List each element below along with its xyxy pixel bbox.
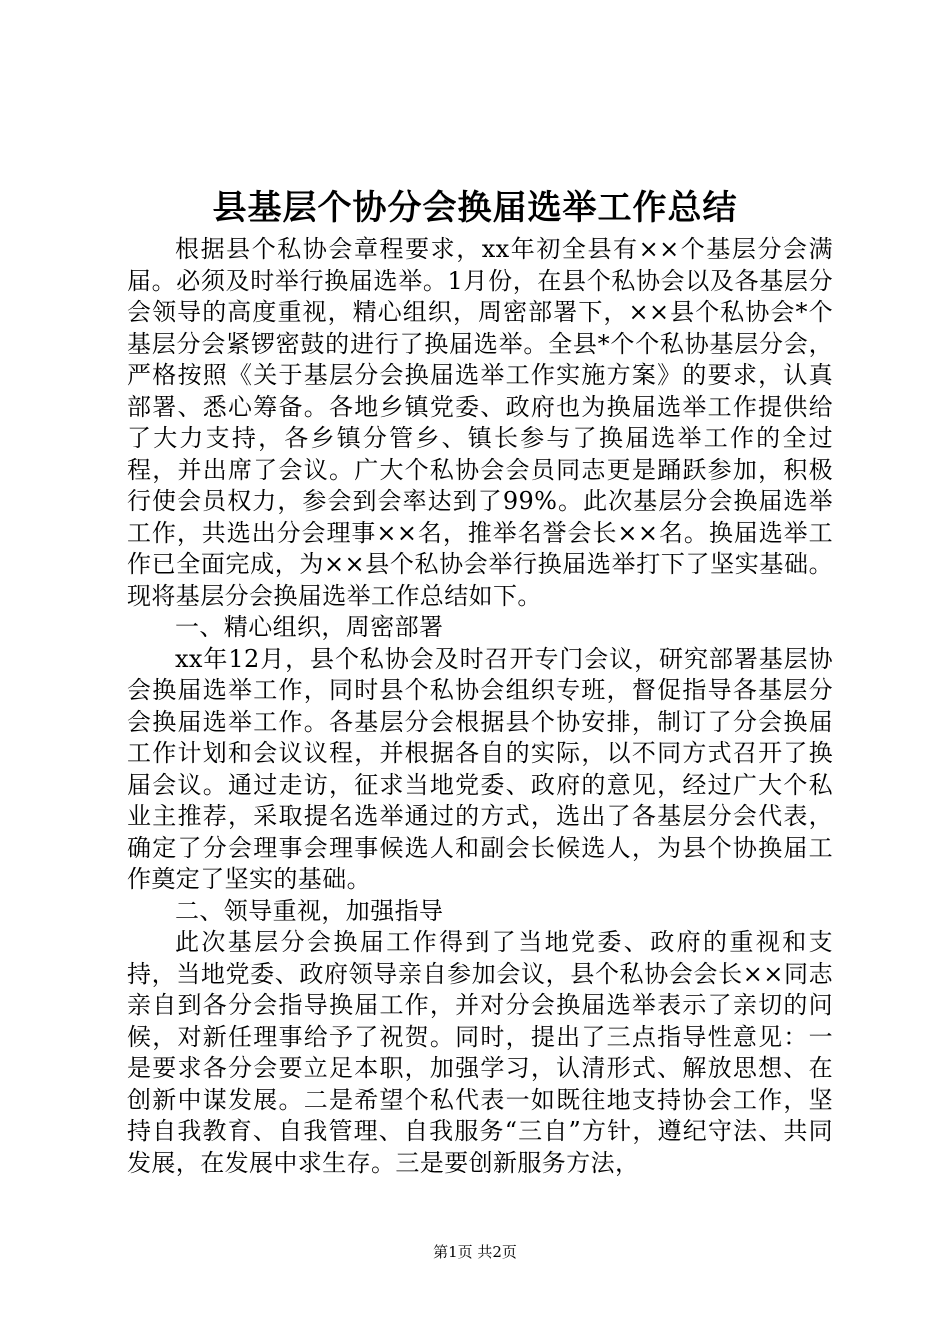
section-1-paragraph: xx年12月，县个私协会及时召开专门会议，研究部署基层协会换届选举工作，同时县个私协会组织专班，督促指导各基层分会换届选举工作。各基层分会根据县个协安排，制订了分会换届工作计划和会议议程，并根据各自的实际，以不同方式召开了换届会议。通过走访，征求当地党委、政府的意见，经过广大个私业主推荐，采取提名选举通过的方式，选出了各基层分会代表，确定了分会理事会理事候选人和副会长候选人，为县个协换届工作奠定了坚实的基础。 (127, 644, 833, 893)
section-heading-2: 二、领导重视，加强指导 (175, 896, 444, 925)
section-heading-1: 一、精心组织，周密部署 (175, 613, 444, 641)
page-footer: 第1页 共2页 (433, 1243, 517, 1261)
document-title: 县基层个协分会换届选举工作总结 (212, 188, 738, 228)
intro-paragraph: 根据县个私协会章程要求，xx年初全县有××个基层分会满届。必须及时举行换届选举。1月份，在县个私协会以及各基层分会领导的高度重视，精心组织，周密部署下，××县个私协会*个基层分会紧锣密鼓的进行了换届选举。全县*个个私协基层分会，严格按照《关于基层分会换届选举工作实施方案》的要求，认真部署、悉心筹备。各地乡镇党委、政府也为换届选举工作提供给了大力支持，各乡镇分管乡、镇长参与了换届选举工作的全过程，并出席了会议。广大个私协会会员同志更是踊跃参加，积极行使会员权力，参会到会率达到了99%。此次基层分会换届选举工作，共选出分会理事××名，推举名誉会长××名。换届选举工作已全面完成，为××县个私协会举行换届选举打下了坚实基础。现将基层分会换届选举工作总结如下。 (127, 235, 833, 610)
document-body (127, 234, 833, 1179)
section-2-paragraph: 此次基层分会换届工作得到了当地党委、政府的重视和支持，当地党委、政府领导亲自参加会议，县个私协会会长××同志亲自到各分会指导换届工作，并对分会换届选举表示了亲切的问候，对新任理事给予了祝贺。同时，提出了三点指导性意见：一是要求各分会要立足本职，加强学习，认清形式、解放思想、在创新中谋发展。二是希望个私代表一如既往地支持协会工作，坚持自我教育、自我管理、自我服务“三自”方针，遵纪守法、共同发展，在发展中求生存。三是要创新服务方法， (127, 928, 833, 1177)
